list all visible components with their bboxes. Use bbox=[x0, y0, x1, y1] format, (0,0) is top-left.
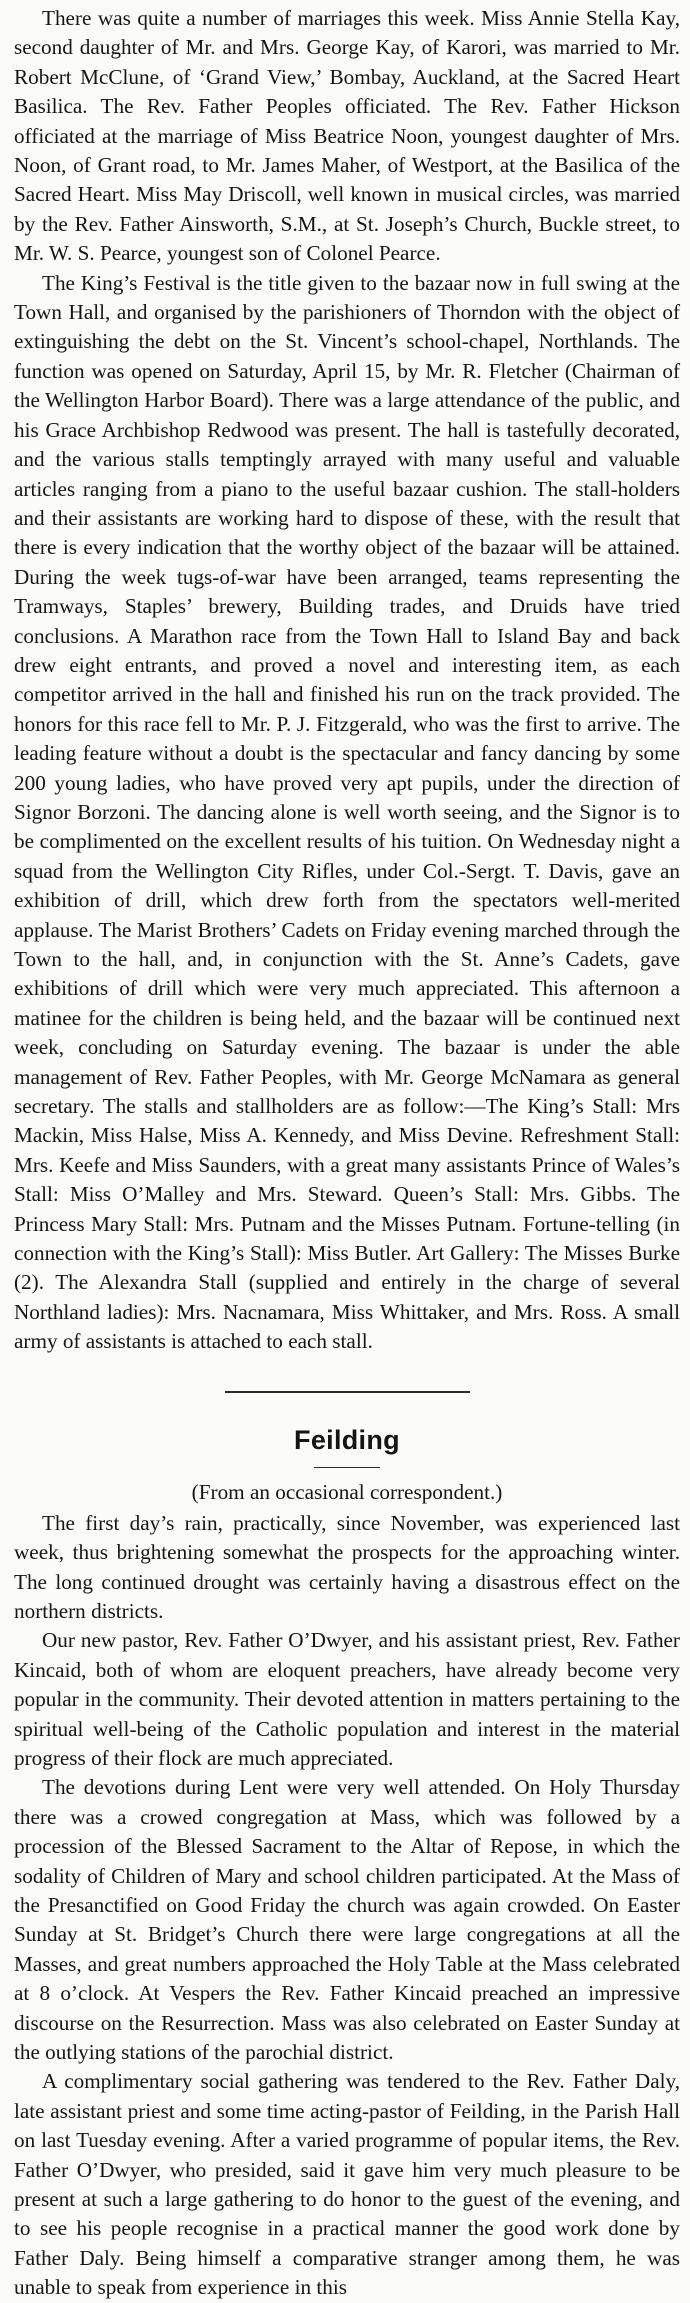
correspondent-byline: (From an occasional correspondent.) bbox=[191, 1479, 503, 1504]
kings-festival-paragraph: The King’s Festival is the title given to the bazaar now in full swing at the Town Hall, and organised by the parishioners of Thorndon with the object of extinguishing the debt on the St. Vincent’s school-chapel, Northlands. The function was opened on Saturday, April 15, by Mr. R. Fletcher (Chairman of the Wellington Harbor Board). There was a large attendance of the public, and his Grace Archbishop Redwood was present. The hall is tastefully decorated, and the various stalls temptingly arrayed with many useful and valuable articles ranging from a piano to the useful bazaar cushion. The stall-holders and their assistants are working hard to dispose of these, with the result that there is every indication that the worthy object of the bazaar will be attained. During the week tugs-of-war have been arranged, teams representing the Tramways, Staples’ brewery, Building trades, and Druids have tried conclusions. A Marathon race from the Town Hall to Island Bay and back drew eight entrants, and proved a novel and interesting item, as each competitor arrived in the hall and finished his run on the track provided. The honors for this race fell to Mr. P. J. Fitzgerald, who was the first to arrive. The leading feature without a doubt is the spectacular and fancy dancing by some 200 young ladies, who have proved very apt pupils, under the direction of Signor Borzoni. The dancing alone is well worth seeing, and the Signor is to be complimented on the excellent results of his tuition. On Wednesday night a squad from the Wellington City Rifles, under Col.-Sergt. T. Davis, gave an exhibition of drill, which drew forth from the spectators well-merited applause. The Marist Brothers’ Cadets on Friday evening marched through the Town to the hall, and, in conjunction with the St. Anne’s Cadets, gave exhibitions of drill which were very much appreciated. This afternoon a matinee for the children is being held, and the bazaar will be continued next week, concluding on Saturday evening. The bazaar is under the able management of Rev. Father Peoples, with Mr. George McNamara as general secretary. The stalls and stallholders are as follow:—The King’s Stall: Mrs Mackin, Miss Halse, Miss A. Kennedy, and Miss Devine. Refreshment Stall: Mrs. Keefe and Miss Saunders, with a great many assistants Prince of Wales’s Stall: Miss O’Malley and Mrs. Steward. Queen’s Stall: Mrs. Gibbs. The Princess Mary Stall: Mrs. Putnam and the Misses Putnam. Fortune-telling (in connection with the King’s Stall): Miss Butler. Art Gallery: The Misses Burke (2). The Alexandra Stall (supplied and entirely in the charge of several Northland ladies): Mrs. Nacnamara, Miss Whittaker, and Mrs. Ross. A small army of assistants is attached to each stall. bbox=[14, 270, 680, 1354]
new-pastor-paragraph: Our new pastor, Rev. Father O’Dwyer, and his assistant priest, Rev. Father Kincaid, both of whom are eloquent preachers, have already become very popular in the community. Their devoted attention in matters pertaining to the spiritual well-being of the Catholic population and interest in the material progress of their flock are much appreciated. bbox=[14, 1628, 680, 1770]
wellington-notes-section bbox=[14, 4, 680, 1357]
heading-underline bbox=[314, 1467, 380, 1468]
marriages-paragraph: There was quite a number of marriages this week. Miss Annie Stella Kay, second daughter of Mr. and Mrs. George Kay, of Karori, was married to Mr. Robert McClune, of ‘Grand View,’ Bombay, Auckland, at the Sacred Heart Basilica. The Rev. Father Peoples officiated. The Rev. Father Hickson officiated at the marriage of Miss Beatrice Noon, youngest daughter of Mrs. Noon, of Grant road, to Mr. James Maher, of Westport, at the Basilica of the Sacred Heart. Miss May Driscoll, well known in musical circles, was married by the Rev. Father Ainsworth, S.M., at St. Joseph’s Church, Buckle street, to Mr. W. S. Pearce, youngest son of Colonel Pearce. bbox=[14, 6, 680, 266]
social-gathering-paragraph: A complimentary social gathering was tendered to the Rev. Father Daly, late assistant priest and some time acting-pastor of Feilding, in the Parish Hall on last Tuesday evening. After a varied programme of popular items, the Rev. Father O’Dwyer, who presided, said it gave him very much pleasure to be present at such a large gathering to do honor to the guest of the evening, and to see his people recognise in a practical manner the good work done by Father Daly. Being himself a comparative stranger among them, he was unable to speak from experience in this bbox=[14, 2069, 680, 2300]
section-heading: Feilding bbox=[294, 1424, 400, 1455]
rain-paragraph: The first day’s rain, practically, since November, was experienced last week, thus brightening somewhat the prospects for the approaching winter. The long continued drought was certainly having a disastrous effect on the northern districts. bbox=[14, 1510, 680, 1623]
lent-devotions-paragraph: The devotions during Lent were very well attended. On Holy Thursday there was a crowed congregation at Mass, which was followed by a procession of the Blessed Sacrament to the Altar of Repose, in which the sodality of Children of Mary and school children participated. At the Mass of the Presanctified on Good Friday the church was again crowded. On Easter Sunday at St. Bridget’s Church there were large congregations at all the Masses, and great numbers approached the Holy Table at the Mass celebrated at 8 o’clock. At Vespers the Rev. Father Kincaid preached an impressive discourse on the Resurrection. Mass was also celebrated on Easter Sunday at the outlying stations of the parochial district. bbox=[14, 1775, 680, 2064]
feilding-section bbox=[14, 1423, 680, 2303]
section-divider bbox=[225, 1391, 470, 1393]
